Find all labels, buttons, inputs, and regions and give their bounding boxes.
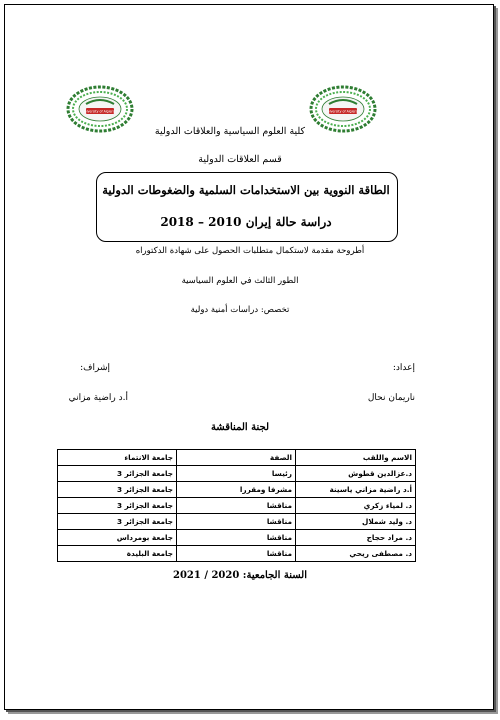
header-cell: الاسم واللقب (296, 450, 416, 466)
table-row (58, 514, 416, 530)
prepared-label: إعداد: (392, 363, 415, 373)
thesis-subtitle: دراسة حالة إيران 2010 – 2018 (160, 215, 332, 229)
header-cell: الصفة (177, 450, 296, 466)
table-row (58, 546, 416, 562)
member-role: رئيسا (177, 466, 296, 482)
member-university: جامعة الجزائر 3 (58, 514, 177, 530)
member-name: د. مراد حجاج (296, 530, 416, 546)
academic-year: السنة الجامعية: 2020 / 2021 (173, 570, 307, 581)
member-university: جامعة بومرداس (58, 530, 177, 546)
header-cell: جامعة الانتماء (58, 450, 177, 466)
thesis-title: الطاقة النووية بين الاستخدامات السلمية والضغوطات الدولية (102, 183, 390, 197)
supervised-label: إشراف: (80, 363, 110, 373)
faculty-name: كلية العلوم السياسية والعلاقات الدولية (154, 126, 306, 137)
member-university: جامعة الجزائر 3 (58, 466, 177, 482)
member-university: جامعة البليدة (58, 546, 177, 562)
member-role: مشرفا ومقررا (177, 482, 296, 498)
study-level: الطور الثالث في العلوم السياسية (181, 276, 299, 286)
member-role: مناقشا (177, 514, 296, 530)
thesis-note: أطروحة مقدمة لاستكمال متطلبات الحصول على شهادة الدكتوراه (135, 246, 365, 256)
supervisor-name: أ.د راضية مزاني (68, 393, 128, 403)
member-role: مناقشا (177, 546, 296, 562)
member-name: أ.د راضية مزاني ياسينة (296, 482, 416, 498)
member-university: جامعة الجزائر 3 (58, 482, 177, 498)
table-row (58, 482, 416, 498)
member-name: د. مصطفى ريحي (296, 546, 416, 562)
logo-caption: University of Algiers 3 (82, 109, 118, 114)
specialty: تخصص: دراسات أمنية دولية (190, 305, 290, 315)
table-row (58, 498, 416, 514)
committee-heading: لجنة المناقشة (210, 422, 270, 433)
member-role: مناقشا (177, 530, 296, 546)
table-header-row (58, 450, 416, 466)
logo-caption: University of Algiers 3 (325, 109, 361, 114)
member-role: مناقشا (177, 498, 296, 514)
prepared-name: ناريمان نحال (367, 393, 415, 403)
table-row (58, 530, 416, 546)
member-university: جامعة الجزائر 3 (58, 498, 177, 514)
member-name: د. وليد شملال (296, 514, 416, 530)
department-name: قسم العلاقات الدولية (198, 154, 282, 165)
member-name: د.عزالدين قطوش (296, 466, 416, 482)
committee-table (57, 449, 416, 562)
table-row (58, 466, 416, 482)
member-name: د. لمياء زكري (296, 498, 416, 514)
